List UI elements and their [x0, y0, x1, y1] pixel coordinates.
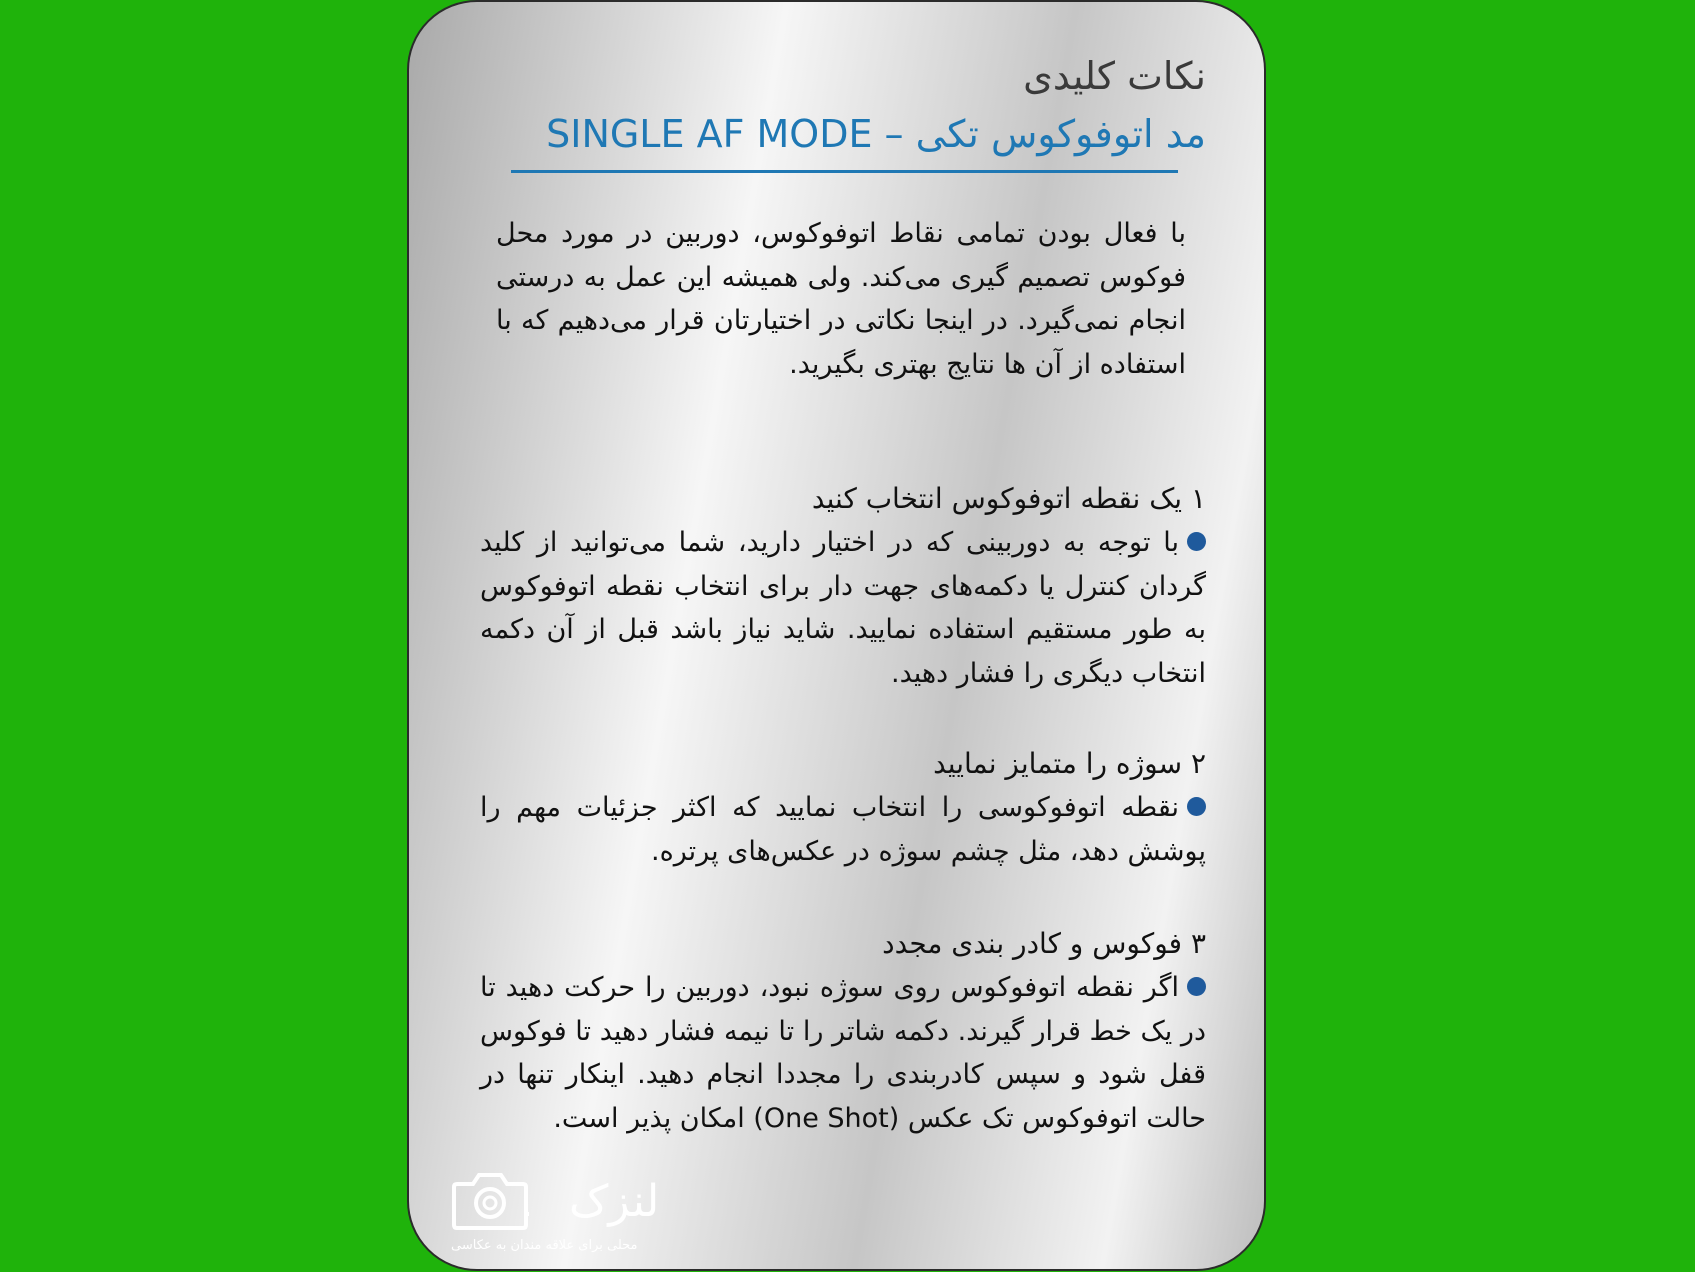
- bullet-dot-icon: [1187, 797, 1206, 816]
- tip-title: ۲ سوژه را متمایز نمایید: [933, 747, 1206, 780]
- tip-text: اگر نقطه اتوفوکوس روی سوژه نبود، دوربین را حرکت دهید تا در یک خط قرار گیرند. دکمه شاتر را تا نیمه فشار دهید تا فوکوس قفل شود و سپس کادربندی را مجددا انجام دهید. اینکار تنها در حالت اتوفوکوس تک عکس (One Shot) امکان پذیر است.: [480, 972, 1206, 1134]
- tip-section-3: [480, 922, 1206, 1140]
- tip-text: با توجه به دوربینی که در اختیار دارید، شما می‌توانید از کلید گردان کنترل یا دکمه‌های جهت دار برای انتخاب نقطه اتوفوکوس به طور مستقیم استفاده نمایید. شاید نیاز باشد قبل از آن دکمه انتخاب دیگری را فشار دهید.: [480, 527, 1206, 689]
- camera-icon: [451, 1170, 529, 1232]
- tip-body: [480, 786, 1206, 873]
- tip-body: [480, 521, 1206, 695]
- tip-text: نقطه اتوفوکوسی را انتخاب نمایید که اکثر جزئیات مهم را پوشش دهد، مثل چشم سوژه در عکس‌های پرتره.: [480, 792, 1206, 867]
- brand-tagline: محلی برای علاقه مندان به عکاسی: [451, 1238, 638, 1253]
- brand-wordmark: لنزک: [569, 1176, 660, 1227]
- kicker-heading: نکات کلیدی: [1023, 54, 1206, 98]
- title-underline: [511, 170, 1178, 173]
- brand-logo: [451, 1170, 660, 1262]
- bullet-dot-icon: [1187, 532, 1206, 551]
- tip-body: [480, 966, 1206, 1140]
- bullet-dot-icon: [1187, 977, 1206, 996]
- tip-title: ۳ فوکوس و کادر بندی مجدد: [882, 927, 1206, 960]
- tip-section-1: [480, 477, 1206, 695]
- tip-title: ۱ یک نقطه اتوفوکوس انتخاب کنید: [811, 482, 1206, 515]
- tips-card: [407, 0, 1266, 1271]
- page-title: مد اتوفوکوس تکی – SINGLE AF MODE: [546, 112, 1206, 156]
- intro-paragraph: با فعال بودن تمامی نقاط اتوفوکوس، دوربین در مورد محل فوکوس تصمیم گیری می‌کند. ولی همیشه این عمل به درستی انجام نمی‌گیرد. در اینجا نکاتی در اختیارتان قرار می‌دهیم که با استفاده از آن ها نتایج بهتری بگیرید.: [496, 218, 1186, 380]
- tip-section-2: [480, 742, 1206, 873]
